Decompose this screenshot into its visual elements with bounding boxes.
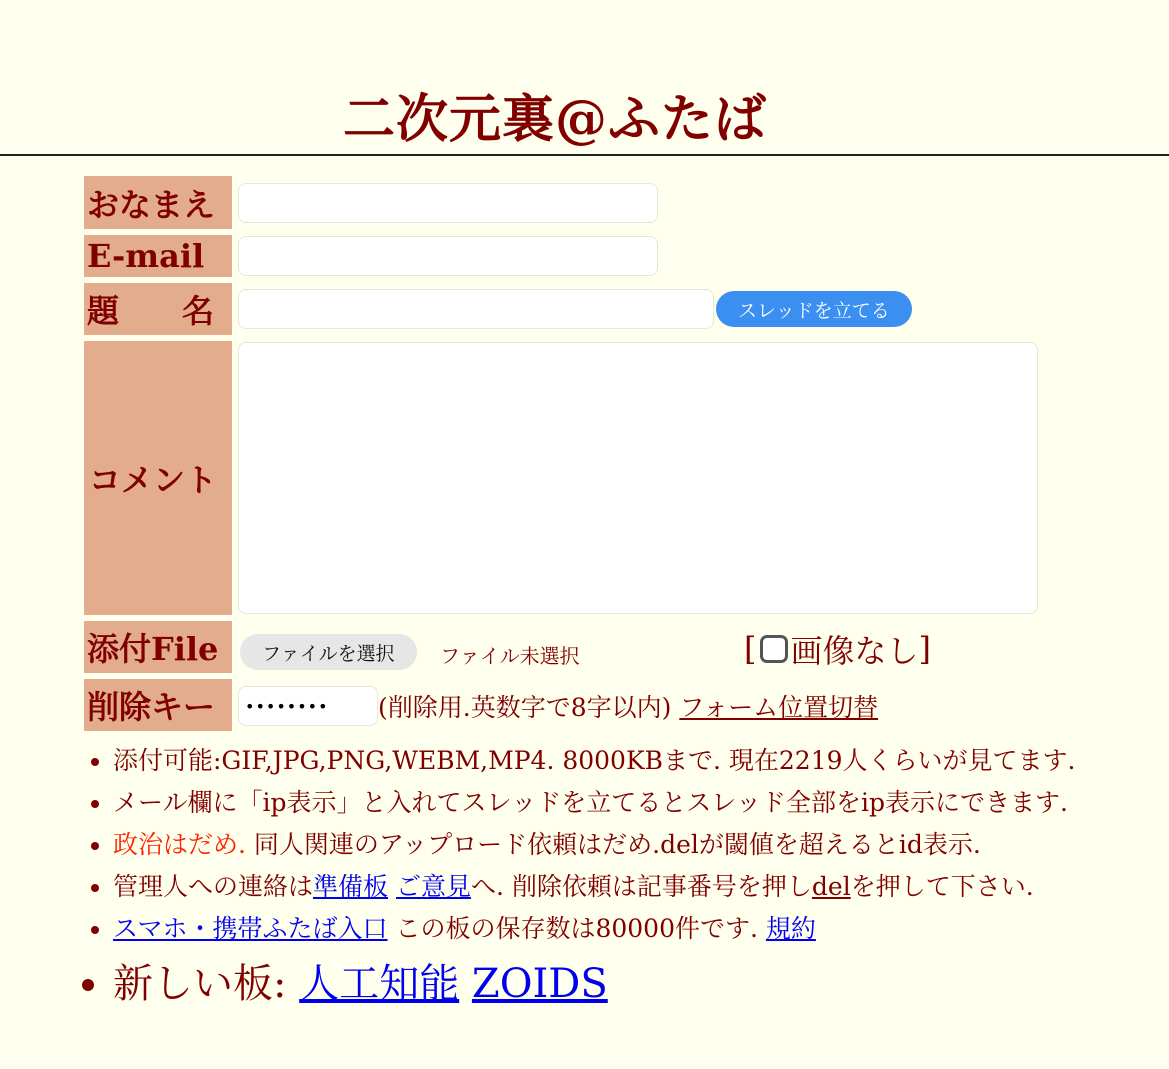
del-link[interactable]: del <box>811 872 851 901</box>
rule-politics-warning: 政治はだめ. <box>113 830 246 859</box>
file-status-text: ファイル未選択 <box>440 644 580 668</box>
new-boards-label: 新しい板: <box>113 961 300 1007</box>
feedback-link[interactable]: ご意見 <box>395 872 471 901</box>
subject-label-char-2: 名 <box>181 292 214 330</box>
delete-key-input[interactable] <box>238 686 378 726</box>
subject-label-char-1: 題 <box>87 292 120 330</box>
rule-contact-post: を押して下さい. <box>850 872 1034 901</box>
title-divider <box>0 154 1169 156</box>
rule-item <box>113 824 1113 866</box>
name-input[interactable] <box>238 183 658 223</box>
subject-input[interactable] <box>238 289 714 329</box>
rule-item <box>113 908 1113 950</box>
mobile-entrance-link[interactable]: スマホ・携帯ふたば入口 <box>113 914 388 943</box>
delete-key-note <box>378 688 878 724</box>
delete-key-value: •••••••• <box>245 696 329 716</box>
no-image-close-bracket: ] <box>918 630 931 668</box>
rule-storage-text: この板の保存数は80000件です. <box>387 914 766 943</box>
zoids-board-link[interactable]: ZOIDS <box>471 961 608 1007</box>
rule-item <box>113 740 1113 782</box>
no-image-label: 画像なし <box>790 632 919 670</box>
no-image-open-bracket: [ <box>744 630 757 668</box>
choose-file-button[interactable]: ファイルを選択 <box>240 634 417 670</box>
comment-label-text: コメント <box>89 461 218 499</box>
page-title: 二次元裏@ふたば <box>342 89 767 150</box>
rule-item <box>113 782 1113 824</box>
ai-board-link[interactable]: 人工知能 <box>299 961 460 1007</box>
subject-label <box>84 283 232 335</box>
delete-key-label-text: 削除キー <box>87 688 216 726</box>
file-label <box>84 621 232 673</box>
rule-item <box>113 866 1113 908</box>
prep-board-link[interactable]: 準備板 <box>313 872 389 901</box>
delete-key-hint: (削除用.英数字で8字以内) <box>378 693 672 722</box>
rule-ip-text: メール欄に「ip表示」と入れてスレッドを立てるとスレッド全部をip表示にできます. <box>113 788 1068 817</box>
email-label-text: E-mail <box>87 237 205 275</box>
email-label <box>84 235 232 277</box>
rule-item <box>113 956 1113 1012</box>
comment-textarea[interactable] <box>238 342 1038 614</box>
comment-label <box>84 341 232 615</box>
rule-contact-mid: へ. 削除依頼は記事番号を押し <box>471 872 812 901</box>
no-image-checkbox[interactable] <box>760 635 788 663</box>
name-label-text: おなまえ <box>87 185 216 224</box>
delete-key-label <box>84 679 232 731</box>
file-label-text: 添付File <box>87 630 219 668</box>
name-label <box>84 176 232 229</box>
no-image-option <box>744 626 931 672</box>
terms-link[interactable]: 規約 <box>765 914 816 943</box>
email-input[interactable] <box>238 236 658 276</box>
rule-attachment-text: 添付可能:GIF,JPG,PNG,WEBM,MP4. 8000KBまで. 現在2219人くらいが見てます. <box>113 746 1076 775</box>
board-rules-list <box>72 740 1113 1012</box>
rule-contact-pre: 管理人への連絡は <box>113 872 314 901</box>
submit-thread-button[interactable]: スレッドを立てる <box>716 291 912 327</box>
rule-doujin-text: 同人関連のアップロード依頼はだめ.delが閾値を超えるとid表示. <box>245 830 981 859</box>
form-position-toggle-link[interactable]: フォーム位置切替 <box>679 693 879 722</box>
